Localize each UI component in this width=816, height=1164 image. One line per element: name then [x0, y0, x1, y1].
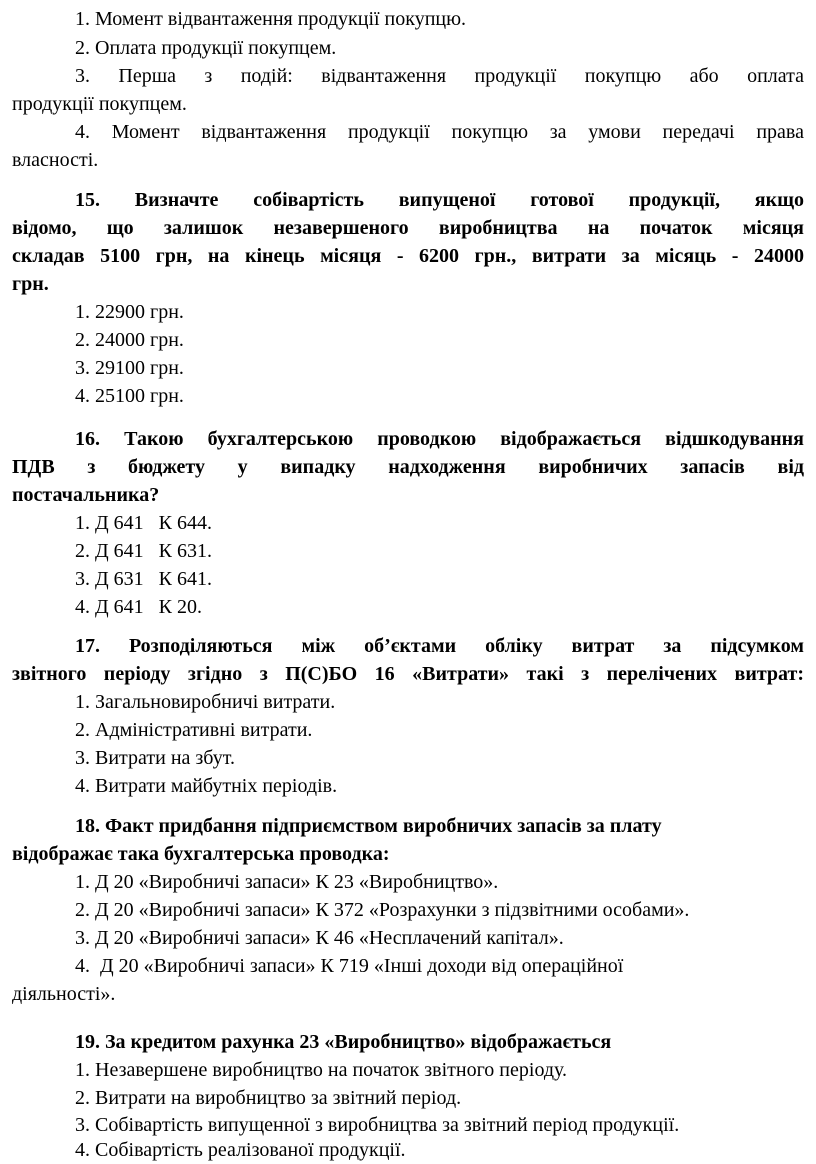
q15-option-2: 2. 24000 грн. [75, 329, 184, 351]
q15-option-3: 3. 29100 грн. [75, 357, 184, 379]
q15-option-4: 4. 25100 грн. [75, 385, 184, 407]
q16-option-3: 3. Д 631 К 641. [75, 568, 212, 590]
q17-option-2: 2. Адміністративні витрати. [75, 719, 313, 741]
q18-option-4: 4. Д 20 «Виробничі запаси» К 719 «Інші доходи від операційної [75, 955, 624, 977]
q14-option-4-cont: власності. [12, 149, 99, 171]
q19-option-3: 3. Собівартість випущенної з виробництва за звітний період продукції. [75, 1114, 680, 1136]
q16-question-line-1: 16. Такою бухгалтерською проводкою відображається відшкодування [75, 428, 804, 450]
q17-question-line-1: 17. Розподіляються між об’єктами обліку витрат за підсумком [75, 635, 804, 657]
q18-question-line-1: 18. Факт придбання підприємством виробничих запасів за плату [75, 815, 662, 837]
q15-question-line-3: складав 5100 грн, на кінець місяця - 6200 грн., витрати за місяць - 24000 [12, 245, 804, 267]
q18-option-1: 1. Д 20 «Виробничі запаси» К 23 «Виробництво». [75, 871, 499, 893]
q18-question-line-2: відображає така бухгалтерська проводка: [12, 843, 390, 865]
q16-option-1: 1. Д 641 К 644. [75, 512, 212, 534]
q15-question-line-4: грн. [12, 273, 49, 295]
q14-option-1: 1. Момент відвантаження продукції покупцю. [75, 8, 467, 30]
q17-option-4: 4. Витрати майбутніх періодів. [75, 775, 338, 797]
q18-option-2: 2. Д 20 «Виробничі запаси» К 372 «Розрахунки з підзвітними особами». [75, 899, 690, 921]
q16-option-2: 2. Д 641 К 631. [75, 540, 212, 562]
q19-option-4: 4. Собівартість реалізованої продукції. [75, 1139, 406, 1161]
q16-question-line-3: постачальника? [12, 484, 160, 506]
q19-question-line-1: 19. За кредитом рахунка 23 «Виробництво» відображається [75, 1031, 612, 1053]
q14-option-4: 4. Момент відвантаження продукції покупцю за умови передачі права [75, 121, 804, 143]
q19-option-2: 2. Витрати на виробництво за звітний період. [75, 1087, 462, 1109]
q17-option-3: 3. Витрати на збут. [75, 747, 235, 769]
q18-option-4-cont: діяльності». [12, 983, 116, 1005]
q16-option-4: 4. Д 641 К 20. [75, 596, 202, 618]
q15-option-1: 1. 22900 грн. [75, 301, 184, 323]
q19-option-1: 1. Незавершене виробництво на початок звітного періоду. [75, 1059, 568, 1081]
q17-question-line-2: звітного періоду згідно з П(С)БО 16 «Витрати» такі з перелічених витрат: [12, 663, 804, 685]
q18-option-3: 3. Д 20 «Виробничі запаси» К 46 «Несплачений капітал». [75, 927, 564, 949]
q15-question-line-2: відомо, що залишок незавершеного виробництва на початок місяця [12, 217, 804, 239]
q17-option-1: 1. Загальновиробничі витрати. [75, 691, 336, 713]
q15-question-line-1: 15. Визначте собівартість випущеної готової продукції, якщо [75, 189, 804, 211]
q14-option-3: 3. Перша з подій: відвантаження продукції покупцю або оплата [75, 65, 804, 87]
q14-option-2: 2. Оплата продукції покупцем. [75, 37, 337, 59]
q14-option-3-cont: продукції покупцем. [12, 93, 187, 115]
q16-question-line-2: ПДВ з бюджету у випадку надходження виробничих запасів від [12, 456, 804, 478]
